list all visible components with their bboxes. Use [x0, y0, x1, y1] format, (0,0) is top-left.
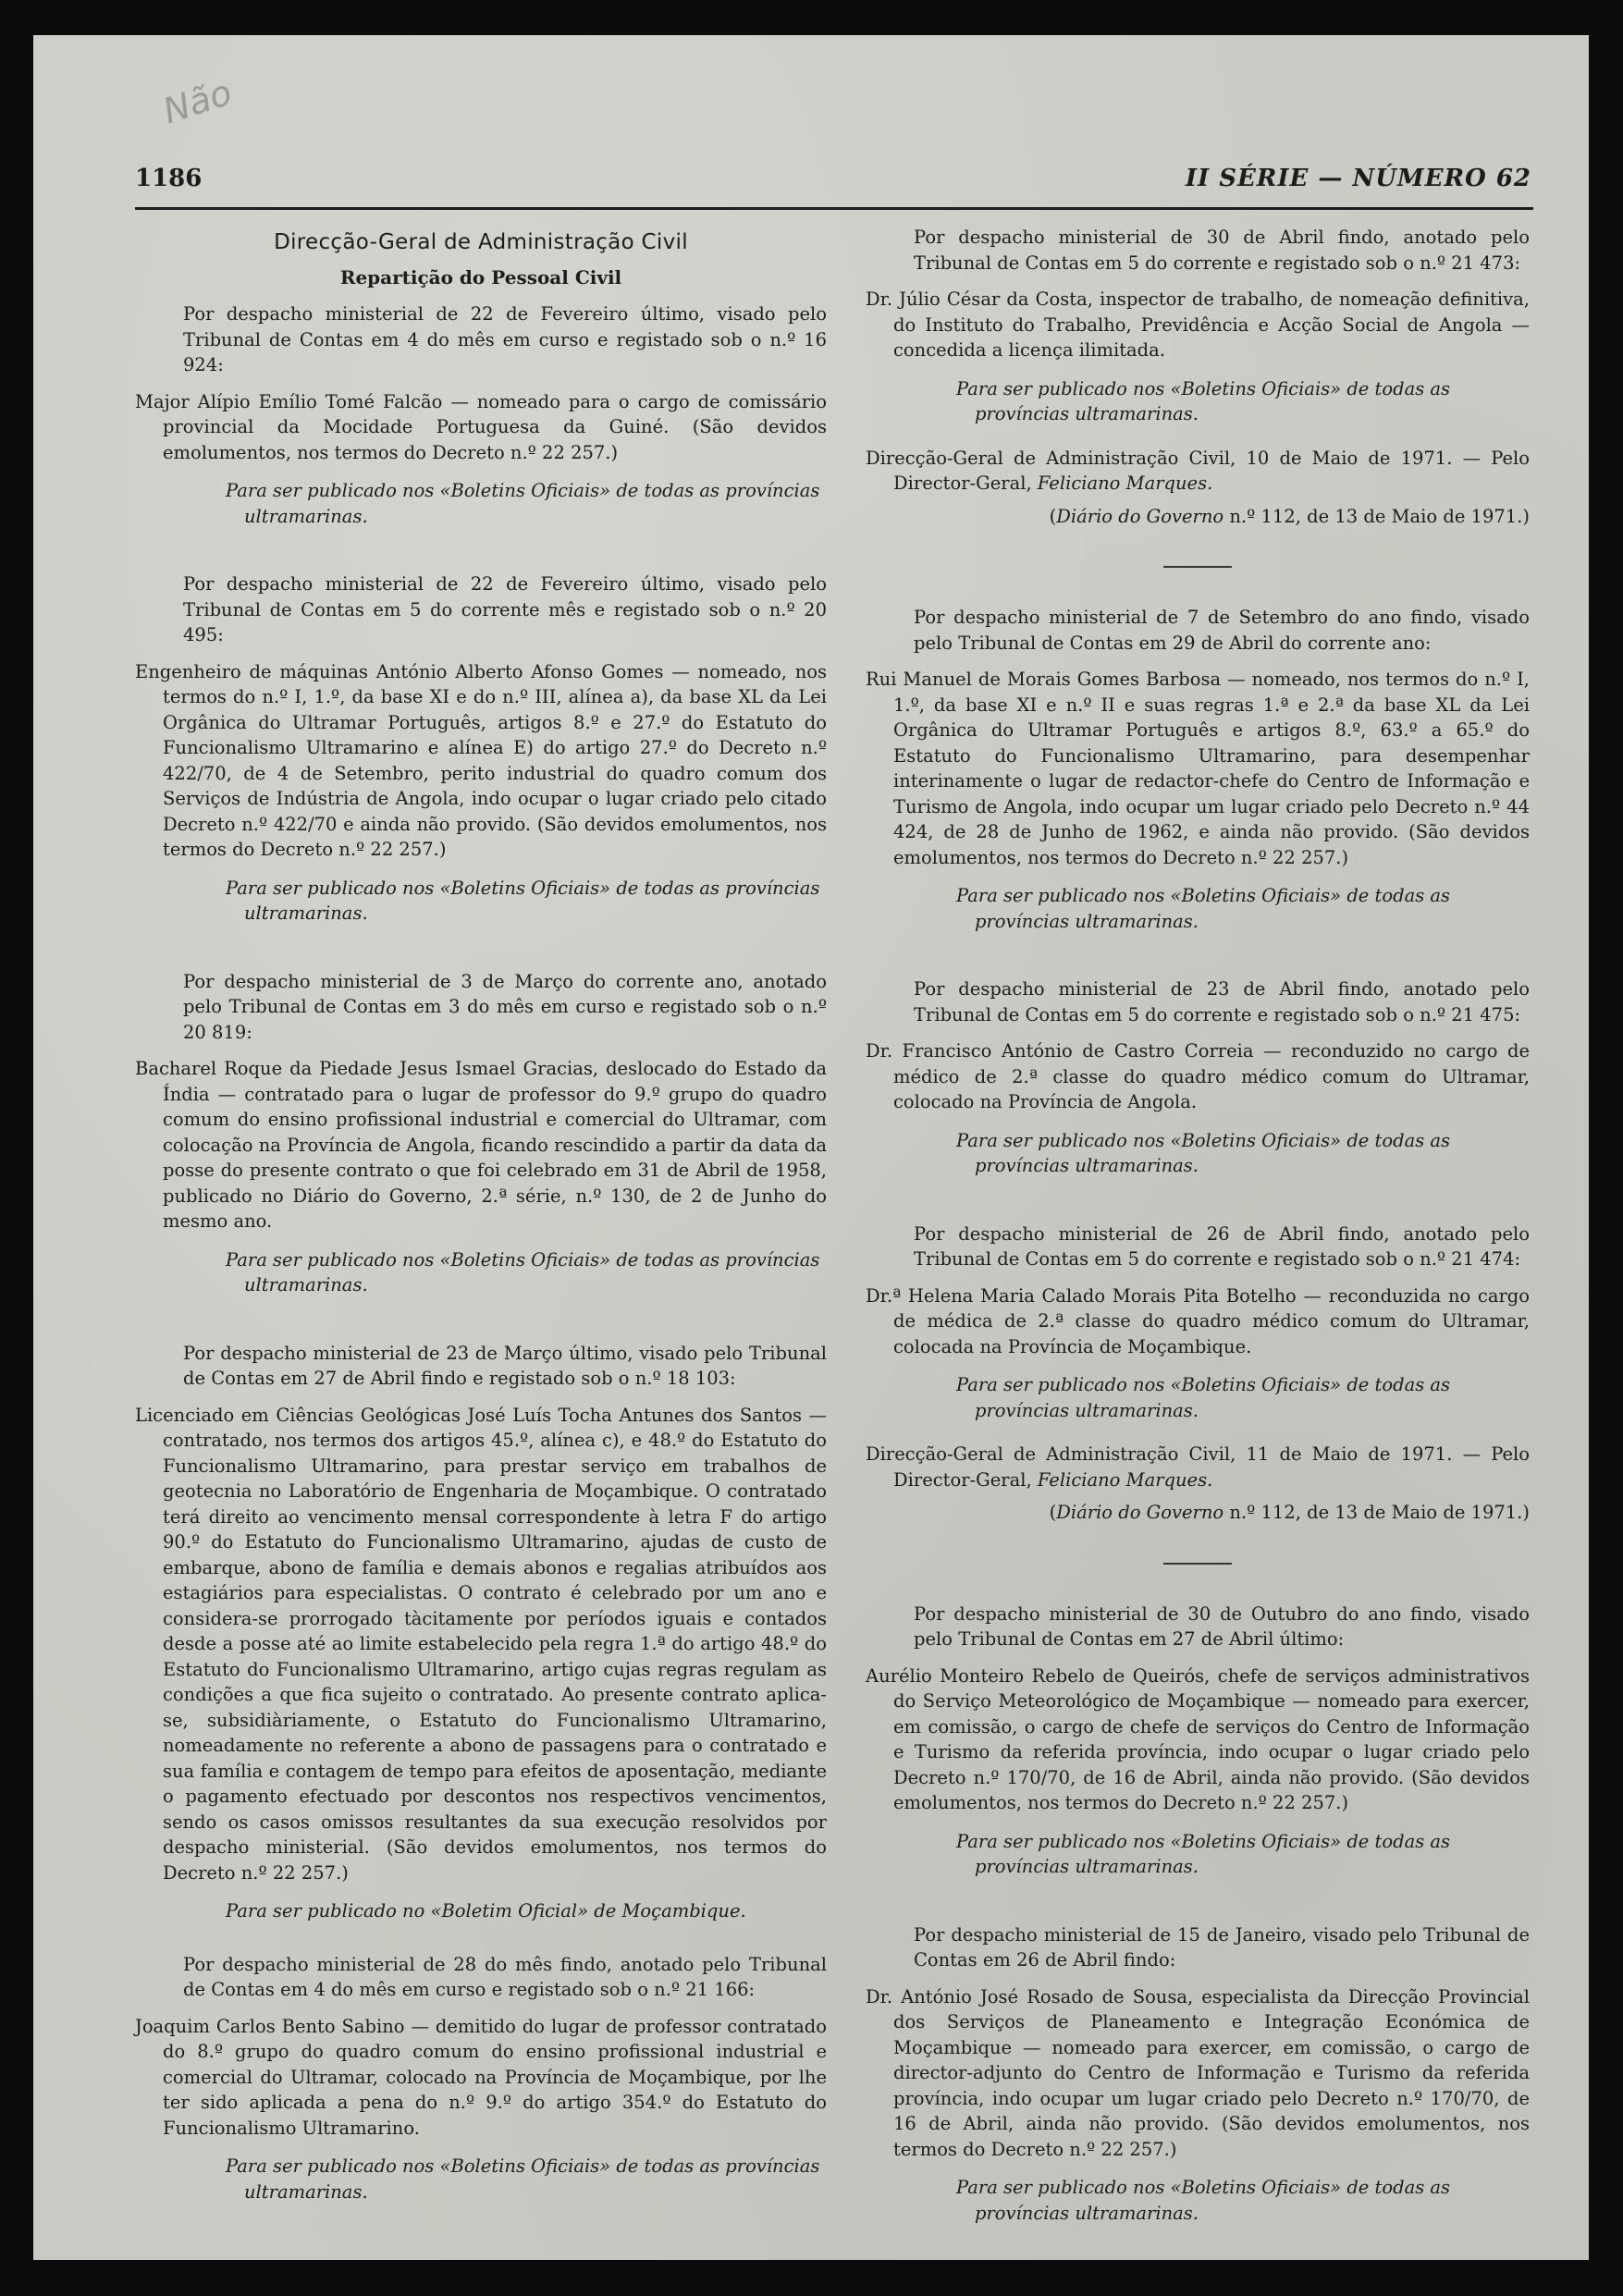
header-rule: [135, 207, 1533, 210]
entry: [866, 1602, 1530, 1880]
section-separator: [1163, 1563, 1232, 1565]
appointment-text: Dr.ª Helena Maria Calado Morais Pita Botelho — reconduzida no cargo de médica de 2.ª classe do quadro médico comum do Ultramar, colocada na Província de Moçambique.: [866, 1284, 1530, 1357]
despacho-text: Por despacho ministerial de 26 de Abril findo, anotado pelo Tribunal de Contas em 5 do corrente e registado sob o n.º 21 474:: [914, 1222, 1530, 1270]
page-number: 1186: [135, 165, 203, 192]
org-title: Direcção-Geral de Administração Civil: [274, 230, 688, 254]
appointment-text: Engenheiro de máquinas António Alberto Afonso Gomes — nomeado, nos termos do n.º I, 1.º, da base XI e do n.º III, alínea a), da base XL da Lei Orgânica do Ultramar Português, artigos 8.º e 27.º do Estatuto do Funcionalismo Ultramarino e alínea E) do artigo 27.º do Decreto n.º 422/70, de 4 de Setembro, perito industrial do quadro comum dos Serviços de Indústria de Angola, indo ocupar o lugar criado pelo citado Decreto n.º 422/70 e ainda não provido. (São devidos emolumentos, nos termos do Decreto n.º 22 257.): [135, 660, 827, 860]
entry: [866, 976, 1530, 1179]
diario-title: Diário do Governo: [1056, 1502, 1224, 1523]
publication-note: Para ser publicado nos «Boletins Oficiais» de todas as províncias ultramarinas.: [226, 480, 820, 527]
publication-note: Para ser publicado nos «Boletins Oficiais» de todas as províncias ultramarinas.: [956, 1129, 1451, 1176]
appointment-text: Dr. Francisco António de Castro Correia — reconduzido no cargo de médico de 2.ª classe do quadro médico comum do Ultramar, colocado na Província de Angola.: [866, 1040, 1530, 1112]
section-title: Repartição do Pessoal Civil: [339, 265, 622, 289]
despacho-text: Por despacho ministerial de 30 de Outubro do ano findo, visado pelo Tribunal de Contas em 27 de Abril último:: [914, 1602, 1530, 1650]
series-number: II SÉRIE — NÚMERO 62: [1185, 165, 1531, 192]
diario-issue: n.º 112, de 13 de Maio de 1971.: [1229, 1502, 1523, 1523]
entry: [866, 605, 1530, 934]
publication-note: Para ser publicado nos «Boletins Oficiais» de todas as províncias ultramarinas.: [956, 1374, 1451, 1421]
despacho-text: Por despacho ministerial de 23 de Março último, visado pelo Tribunal de Contas em 27 de Abril findo e registado sob o n.º 18 103:: [183, 1342, 827, 1389]
appointment-text: Rui Manuel de Morais Gomes Barbosa — nomeado, nos termos do n.º I, 1.º, da base XI e n.º II e suas regras 1.ª e 2.ª da base XL da Lei Orgânica do Ultramar Português e artigos 8.º, 63.º a 65.º do Estatuto do Funcionalismo Ultramarino, para desempenhar interinamente o lugar de redactor-chefe do Centro de Informação e Turismo de Angola, indo ocupar um lugar criado pelo Decreto n.º 44 424, de 28 de Junho de 1962, e ainda não provido. (São devidos emolumentos, nos termos do Decreto n.º 22 257.): [866, 669, 1530, 868]
right-column: [866, 225, 1530, 2268]
appointment-text: Dr. António José Rosado de Sousa, especialista da Direcção Provincial dos Serviços de Planeamento e Integração Económica de Moçambique — nomeado para exercer, em comissão, o cargo de director-adjunto do Centro de Informação e Turismo da referida província, indo ocupar um lugar criado pelo Decreto n.º 170/70, de 16 de Abril, ainda não provido. (São devidos emolumentos, nos termos do Decreto n.º 22 257.): [866, 1985, 1530, 2160]
publication-note: Para ser publicado nos «Boletins Oficiais» de todas as províncias ultramarinas.: [956, 1830, 1451, 1877]
appointment-text: Aurélio Monteiro Rebelo de Queirós, chefe de serviços administrativos do Serviço Meteorológico de Moçambique — nomeado para exercer, em comissão, o cargo de chefe de serviços do Centro de Informação e Turismo da referida província, indo ocupar o lugar criado pelo Decreto n.º 170/70, de 16 de Abril, ainda não provido. (São devidos emolumentos, nos termos do Decreto n.º 22 257.): [866, 1664, 1530, 1813]
entry: [135, 1341, 827, 1924]
page-header: [135, 165, 1531, 202]
despacho-text: Por despacho ministerial de 22 de Fevereiro último, visado pelo Tribunal de Contas em 5 do corrente mês e registado sob o n.º 20 495:: [183, 573, 827, 645]
left-column: [135, 225, 827, 2247]
entry: [866, 1222, 1530, 1424]
signature-text: Direcção-Geral de Administração Civil, 10 de Maio de 1971. — Pelo Director-Geral,: [866, 447, 1530, 494]
despacho-text: Por despacho ministerial de 28 do mês findo, anotado pelo Tribunal de Contas em 4 do mês em curso e registado sob o n.º 21 166:: [183, 1953, 827, 2000]
entry: [866, 1922, 1530, 2227]
section-separator: [1163, 566, 1232, 568]
appointment-text: Major Alípio Emílio Tomé Falcão — nomeado para o cargo de comissário provincial da Mocidade Portuguesa da Guiné. (São devidos emolumentos, nos termos do Decreto n.º 22 257.): [135, 390, 827, 463]
publication-note: Para ser publicado nos «Boletins Oficiais» de todas as províncias ultramarinas.: [956, 2177, 1451, 2224]
entry: [866, 225, 1530, 427]
publication-note: Para ser publicado no «Boletim Oficial» de Moçambique.: [226, 1900, 746, 1922]
appointment-text: Dr. Júlio César da Costa, inspector de trabalho, de nomeação definitiva, do Instituto do Trabalho, Previdência e Acção Social de Angola — concedida a licença ilimitada.: [866, 289, 1530, 361]
publication-note: Para ser publicado nos «Boletins Oficiais» de todas as províncias ultramarinas.: [956, 885, 1451, 932]
entry: [135, 969, 827, 1298]
publication-note: Para ser publicado nos «Boletins Oficiais» de todas as províncias ultramarinas.: [226, 2155, 820, 2203]
diario-title: Diário do Governo: [1056, 505, 1224, 527]
publication-note: Para ser publicado nos «Boletins Oficiais» de todas as províncias ultramarinas.: [226, 1248, 820, 1295]
signer-name: Feliciano Marques.: [1037, 473, 1213, 494]
diario-reference: (Diário do Governo n.º 112, de 13 de Maio de 1971.): [1049, 505, 1530, 527]
despacho-text: Por despacho ministerial de 15 de Janeiro, visado pelo Tribunal de Contas em 26 de Abril findo:: [914, 1923, 1530, 1971]
entry: [135, 571, 827, 927]
entry: [135, 1952, 827, 2205]
despacho-text: Por despacho ministerial de 7 de Setembro do ano findo, visado pelo Tribunal de Contas em 29 de Abril do corrente ano:: [914, 607, 1530, 654]
despacho-text: Por despacho ministerial de 22 de Fevereiro último, visado pelo Tribunal de Contas em 4 do mês em curso e registado sob o n.º 16 924:: [183, 303, 827, 375]
diario-issue: n.º 112, de 13 de Maio de 1971.: [1229, 505, 1523, 527]
despacho-text: Por despacho ministerial de 23 de Abril findo, anotado pelo Tribunal de Contas em 5 do corrente e registado sob o n.º 21 475:: [914, 978, 1530, 1025]
despacho-text: Por despacho ministerial de 3 de Março do corrente ano, anotado pelo Tribunal de Contas em 3 do mês em curso e registado sob o n.º 20 819:: [183, 970, 827, 1043]
appointment-text: Bacharel Roque da Piedade Jesus Ismael Gracias, deslocado do Estado da Índia — contratado para o lugar de professor do 9.º grupo do quadro comum do ensino profissional industrial e comercial do Ultramar, com colocação na Província de Angola, ficando rescindido a partir da data da posse do presente contrato o que foi celebrado em 31 de Abril de 1958, publicado no Diário do Governo, 2.ª série, n.º 130, de 2 de Junho do mesmo ano.: [135, 1058, 827, 1232]
signature-text: Direcção-Geral de Administração Civil, 11 de Maio de 1971. — Pelo Director-Geral,: [866, 1443, 1530, 1491]
appointment-text: Licenciado em Ciências Geológicas José Luís Tocha Antunes dos Santos — contratado, nos termos dos artigos 45.º, alínea c), e 48.º do Estatuto do Funcionalismo Ultramarino, para prestar serviço em trabalhos de geotecnia no Laboratório de Engenharia de Moçambique. O contratado terá direito ao vencimento mensal correspondente à letra F do artigo 90.º do Estatuto do Funcionalismo Ultramarino, ajudas de custo de embarque, abono de família e demais abonos e regalias atribuídos aos estagiários para especialistas. O contrato é celebrado por um ano e considera-se prorrogado tàcitamente por períodos iguais e contados desde a posse até ao limite estabelecido pela regra 1.ª do artigo 48.º do Estatuto do Funcionalismo Ultramarino, artigo cujas regras regulam as condições a que fica sujeito o contratado. Ao presente contrato aplica-se, subsidiàriamente, o Estatuto do Funcionalismo Ultramarino, nomeadamente no referente a abono de passagens para o contratado e sua família e contagem de tempo para efeitos de aposentação, mediante o pagamento efectuado por descontos nos respectivos vencimentos, sendo os casos omissos resultantes da sua execução resolvidos por despacho ministerial. (São devidos emolumentos, nos termos do Decreto n.º 22 257.): [135, 1404, 827, 1884]
despacho-text: Por despacho ministerial de 30 de Abril findo, anotado pelo Tribunal de Contas em 5 do corrente e registado sob o n.º 21 473:: [914, 227, 1530, 274]
signer-name: Feliciano Marques.: [1037, 1468, 1213, 1491]
appointment-text: Joaquim Carlos Bento Sabino — demitido do lugar de professor contratado do 8.º grupo do quadro comum do ensino profissional industrial e comercial do Ultramar, colocado na Província de Moçambique, por lhe ter sido aplicada a pena do n.º 9.º do artigo 354.º do Estatuto do Funcionalismo Ultramarino.: [135, 2015, 827, 2139]
entry: [135, 301, 827, 529]
signature-line: [866, 446, 1530, 497]
publication-note: Para ser publicado nos «Boletins Oficiais» de todas as províncias ultramarinas.: [956, 377, 1451, 424]
document-page: [33, 35, 1589, 2260]
publication-note: Para ser publicado nos «Boletins Oficiais» de todas as províncias ultramarinas.: [226, 877, 820, 924]
diario-reference: (Diário do Governo n.º 112, de 13 de Maio de 1971.): [1049, 1502, 1530, 1523]
handwritten-margin-note: Não: [158, 71, 237, 132]
signature-line: [866, 1442, 1530, 1492]
